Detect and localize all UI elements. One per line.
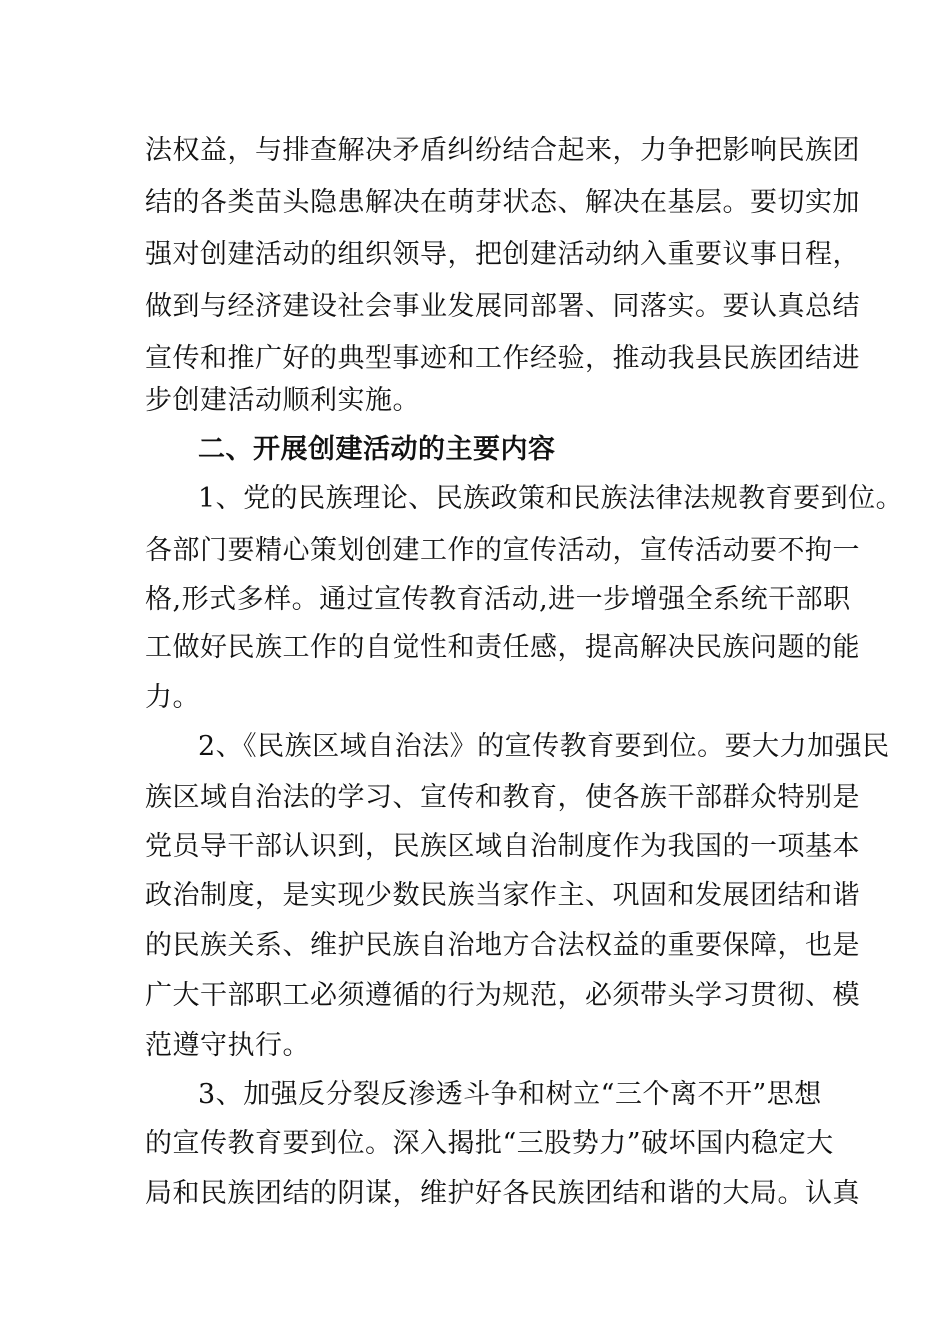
paragraph-line: 党员导干部认识到，民族区域自治制度作为我国的一项基本 bbox=[145, 831, 860, 862]
paragraph-line: 格,形式多样。通过宣传教育活动,进一步增强全系统干部职 bbox=[145, 584, 851, 615]
paragraph-line: 的宣传教育要到位。深入揭批“三股势力”破坏国内稳定大 bbox=[145, 1128, 834, 1159]
paragraph-line: 1、党的民族理论、民族政策和民族法律法规教育要到位。 bbox=[198, 483, 904, 514]
paragraph-line: 范遵守执行。 bbox=[145, 1030, 310, 1061]
paragraph-line: 各部门要精心策划创建工作的宣传活动，宣传活动要不拘一 bbox=[145, 535, 860, 566]
paragraph-line: 强对创建活动的组织领导，把创建活动纳入重要议事日程， bbox=[145, 239, 860, 270]
paragraph-line: 法权益，与排查解决矛盾纠纷结合起来，力争把影响民族团 bbox=[145, 135, 860, 166]
paragraph-line: 2、《民族区域自治法》的宣传教育要到位。要大力加强民 bbox=[198, 731, 890, 762]
paragraph-line: 的民族关系、维护民族自治地方合法权益的重要保障，也是 bbox=[145, 930, 860, 961]
paragraph-line: 做到与经济建设社会事业发展同部署、同落实。要认真总结 bbox=[145, 291, 860, 322]
paragraph-line: 结的各类苗头隐患解决在萌芽状态、解决在基层。要切实加 bbox=[145, 187, 860, 218]
paragraph-line: 族区域自治法的学习、宣传和教育，使各族干部群众特别是 bbox=[145, 782, 860, 813]
paragraph-line: 宣传和推广好的典型事迹和工作经验，推动我县民族团结进 bbox=[145, 343, 860, 374]
paragraph-line: 步创建活动顺利实施。 bbox=[145, 385, 420, 416]
paragraph-line: 局和民族团结的阴谋，维护好各民族团结和谐的大局。认真 bbox=[145, 1178, 860, 1209]
paragraph-line: 力。 bbox=[145, 682, 200, 713]
paragraph-line: 广大干部职工必须遵循的行为规范，必须带头学习贯彻、模 bbox=[145, 980, 860, 1011]
paragraph-line: 政治制度，是实现少数民族当家作主、巩固和发展团结和谐 bbox=[145, 880, 860, 911]
section-heading: 二、开展创建活动的主要内容 bbox=[198, 434, 556, 465]
paragraph-line: 3、加强反分裂反渗透斗争和树立“三个离不开”思想 bbox=[198, 1079, 822, 1110]
paragraph-line: 工做好民族工作的自觉性和责任感，提高解决民族问题的能 bbox=[145, 632, 860, 663]
